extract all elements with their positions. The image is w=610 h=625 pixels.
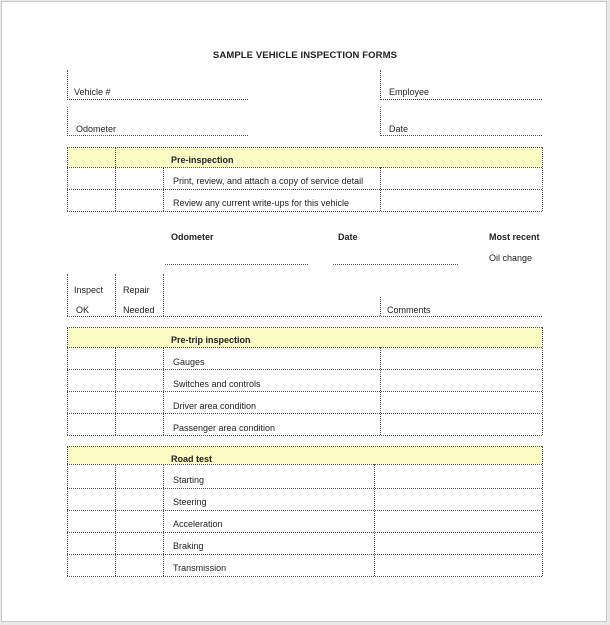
employee-field[interactable] — [380, 99, 542, 100]
inspect-ok-cell[interactable] — [68, 168, 114, 188]
employee-label: Employee — [389, 87, 430, 97]
list-item: Transmission — [173, 563, 227, 573]
pre-trip-header-band — [68, 327, 542, 347]
service-date-label: Date — [338, 232, 358, 242]
repair-needed-cell[interactable] — [116, 190, 162, 210]
pre-inspection-header-band — [68, 147, 542, 167]
needed-header: Needed — [123, 305, 155, 315]
divider — [67, 107, 68, 136]
comments-cell[interactable] — [381, 190, 541, 210]
divider — [67, 70, 68, 100]
date-field[interactable] — [380, 135, 542, 136]
most-recent-label: Most recent — [489, 232, 540, 242]
odometer-field[interactable] — [67, 135, 248, 136]
service-odometer-field[interactable] — [165, 264, 308, 265]
service-odometer-label: Odometer — [171, 232, 214, 242]
date-label: Date — [389, 124, 409, 134]
list-item: Starting — [173, 475, 205, 485]
repair-header: Repair — [123, 285, 150, 295]
vehicle-label: Vehicle # — [74, 87, 111, 97]
list-item: Acceleration — [173, 519, 223, 529]
inspect-header: Inspect — [74, 285, 104, 295]
list-item: Driver area condition — [173, 401, 257, 411]
form-title: SAMPLE VEHICLE INSPECTION FORMS — [212, 50, 398, 61]
divider — [380, 70, 381, 100]
oil-change-label: Oil change — [489, 253, 533, 263]
list-item: Gauges — [173, 357, 205, 367]
odometer-label: Odometer — [76, 124, 117, 134]
road-test-header-band — [68, 446, 542, 464]
list-item: Switches and controls — [173, 379, 261, 389]
comments-cell[interactable] — [381, 168, 541, 188]
list-item: Braking — [173, 541, 204, 551]
pre-inspection-heading: Pre-inspection — [171, 155, 234, 165]
ok-header: OK — [76, 305, 90, 315]
road-test-heading: Road test — [171, 454, 213, 464]
divider — [380, 107, 381, 136]
repair-needed-cell[interactable] — [116, 168, 162, 188]
comments-header: Comments — [387, 305, 431, 315]
list-item: Passenger area condition — [173, 423, 276, 433]
service-date-field[interactable] — [333, 264, 458, 265]
list-item: Steering — [173, 497, 207, 507]
list-item: Review any current write-ups for this vehicle — [173, 198, 350, 208]
vehicle-field[interactable] — [67, 99, 248, 100]
list-item: Print, review, and attach a copy of service detail — [173, 176, 364, 186]
inspect-ok-cell[interactable] — [68, 190, 114, 210]
pre-trip-heading: Pre-trip inspection — [171, 335, 251, 345]
form-page — [1, 1, 607, 622]
